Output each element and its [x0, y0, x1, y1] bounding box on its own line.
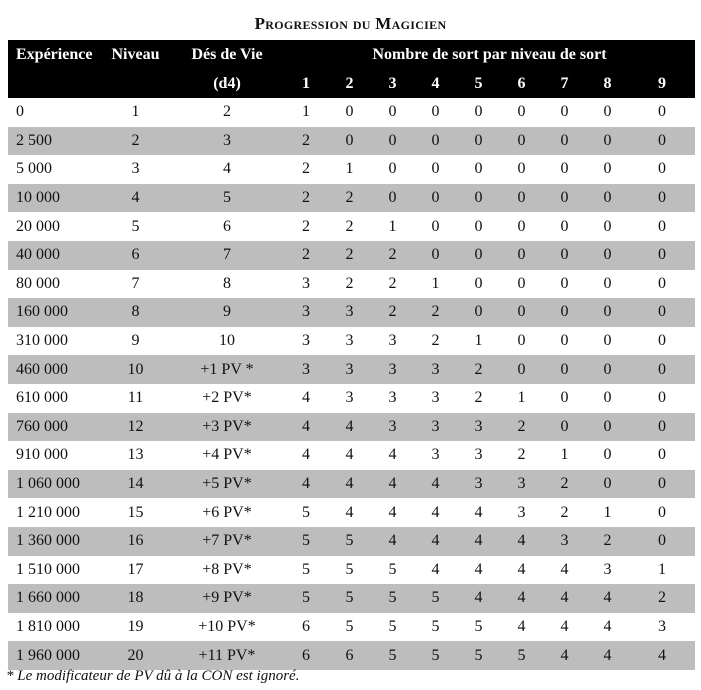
- cell-niveau: 7: [131, 274, 140, 292]
- cell-spell-count: 0: [457, 127, 500, 156]
- cell-spell-count: 3: [457, 413, 500, 442]
- cell-spell-count: 0: [474, 103, 483, 121]
- cell-des-de-vie: 3: [170, 127, 284, 156]
- cell-spell-count: 5: [371, 584, 414, 613]
- cell-spell-count: 0: [474, 217, 483, 235]
- cell-niveau: 3: [131, 160, 140, 178]
- cell-spell-count: 0: [629, 413, 695, 442]
- cell-spell-count: 5: [457, 641, 500, 670]
- cell-spell-count: 5: [302, 560, 310, 578]
- cell-spell-count: 0: [560, 389, 569, 407]
- table-row: [8, 584, 695, 613]
- cell-spell-count: 1: [474, 332, 483, 350]
- cell-spell-count: 0: [603, 332, 612, 350]
- cell-spell-count: 4: [414, 470, 457, 499]
- cell-niveau: 18: [101, 584, 170, 613]
- table-row: [8, 641, 695, 670]
- cell-spell-count: 2: [328, 184, 371, 213]
- cell-spell-count: 0: [629, 127, 695, 156]
- cell-des-de-vie: +5 PV*: [170, 470, 284, 499]
- cell-spell-count: 2: [345, 274, 354, 292]
- cell-spell-count: 4: [500, 584, 543, 613]
- cell-spell-count: 0: [543, 184, 586, 213]
- cell-des-de-vie: +10 PV*: [198, 617, 256, 635]
- table-row: [8, 355, 695, 384]
- cell-spell-count: 3: [284, 298, 328, 327]
- cell-niveau: 5: [131, 217, 140, 235]
- cell-spell-count: 5: [414, 584, 457, 613]
- cell-spell-count: 0: [603, 217, 612, 235]
- table-row: [8, 241, 695, 270]
- cell-spell-count: 4: [457, 584, 500, 613]
- cell-spell-count: 2: [560, 503, 569, 521]
- cell-spell-count: 4: [302, 446, 310, 464]
- cell-experience: 910 000: [16, 446, 68, 464]
- header-spell-level: 7: [543, 69, 586, 98]
- cell-spell-count: 2: [302, 160, 310, 178]
- cell-spell-count: 1: [517, 389, 526, 407]
- cell-experience: 0: [16, 103, 24, 121]
- cell-spell-count: 0: [658, 103, 667, 121]
- cell-spell-count: 0: [543, 298, 586, 327]
- cell-spell-count: 0: [658, 274, 667, 292]
- cell-experience: 610 000: [16, 389, 68, 407]
- cell-des-de-vie: 9: [170, 298, 284, 327]
- cell-spell-count: 0: [431, 160, 440, 178]
- cell-spell-count: 2: [543, 470, 586, 499]
- header-niveau: Niveau: [101, 40, 170, 69]
- cell-spell-count: 4: [284, 470, 328, 499]
- cell-spell-count: 5: [431, 617, 440, 635]
- header-spell-level: 9: [629, 69, 695, 98]
- cell-spell-count: 4: [560, 617, 569, 635]
- table-row: [8, 212, 695, 241]
- table-row: [8, 98, 695, 127]
- cell-experience: 20 000: [16, 217, 60, 235]
- cell-spell-count: 4: [371, 527, 414, 556]
- cell-spell-count: 4: [500, 527, 543, 556]
- cell-spell-count: 4: [388, 446, 397, 464]
- cell-spell-count: 2: [586, 527, 629, 556]
- cell-spell-count: 3: [284, 355, 328, 384]
- cell-spell-count: 0: [414, 127, 457, 156]
- cell-spell-count: 3: [517, 503, 526, 521]
- cell-spell-count: 0: [629, 184, 695, 213]
- cell-spell-count: 3: [474, 446, 483, 464]
- table-row: [8, 470, 695, 499]
- header-spell-level: 3: [371, 69, 414, 98]
- cell-spell-count: 0: [586, 355, 629, 384]
- cell-niveau: 12: [101, 413, 170, 442]
- cell-experience: 1 960 000: [8, 641, 101, 670]
- cell-spell-count: 3: [328, 298, 371, 327]
- cell-spell-count: 0: [328, 127, 371, 156]
- cell-spell-count: 4: [431, 503, 440, 521]
- cell-spell-count: 1: [560, 446, 569, 464]
- cell-experience: 1 510 000: [16, 560, 80, 578]
- table-row: [8, 127, 695, 156]
- cell-spell-count: 4: [431, 560, 440, 578]
- cell-spell-count: 0: [586, 470, 629, 499]
- cell-spell-count: 2: [517, 446, 526, 464]
- cell-spell-count: 2: [284, 241, 328, 270]
- table-row: [8, 155, 695, 184]
- cell-spell-count: 0: [517, 103, 526, 121]
- cell-spell-count: 4: [371, 470, 414, 499]
- table-row: [8, 384, 695, 413]
- cell-niveau: 11: [127, 389, 144, 407]
- table-row: [8, 527, 695, 556]
- cell-spell-count: 5: [500, 641, 543, 670]
- cell-experience: 1 360 000: [8, 527, 101, 556]
- cell-niveau: 8: [101, 298, 170, 327]
- cell-spell-count: 0: [500, 241, 543, 270]
- header-spell-level: 4: [414, 69, 457, 98]
- cell-experience: 460 000: [8, 355, 101, 384]
- cell-spell-count: 5: [328, 584, 371, 613]
- cell-spell-count: 0: [586, 298, 629, 327]
- cell-spell-count: 3: [431, 389, 440, 407]
- cell-spell-count: 1: [388, 217, 397, 235]
- cell-spell-count: 0: [371, 127, 414, 156]
- cell-spell-count: 0: [629, 527, 695, 556]
- cell-experience: 1 660 000: [8, 584, 101, 613]
- cell-des-de-vie: +1 PV *: [170, 355, 284, 384]
- cell-experience: 760 000: [8, 413, 101, 442]
- cell-spell-count: 6: [328, 641, 371, 670]
- cell-niveau: 19: [127, 617, 144, 635]
- cell-niveau: 2: [101, 127, 170, 156]
- cell-spell-count: 4: [586, 641, 629, 670]
- page-title: Progression du Magicien: [254, 14, 447, 33]
- cell-spell-count: 0: [457, 184, 500, 213]
- cell-spell-count: 2: [284, 127, 328, 156]
- cell-spell-count: 6: [284, 641, 328, 670]
- cell-spell-count: 4: [560, 560, 569, 578]
- cell-spell-count: 3: [431, 446, 440, 464]
- cell-spell-count: 5: [284, 584, 328, 613]
- cell-spell-count: 4: [517, 560, 526, 578]
- cell-spell-count: 4: [543, 584, 586, 613]
- cell-niveau: 16: [101, 527, 170, 556]
- header-sorts: Nombre de sort par niveau de sort: [284, 40, 695, 69]
- cell-spell-count: 3: [543, 527, 586, 556]
- cell-spell-count: 0: [560, 103, 569, 121]
- table-row: [8, 298, 695, 327]
- cell-spell-count: 0: [457, 241, 500, 270]
- cell-spell-count: 3: [302, 332, 310, 350]
- cell-spell-count: 3: [345, 332, 354, 350]
- cell-spell-count: 2: [629, 584, 695, 613]
- cell-spell-count: 0: [560, 217, 569, 235]
- cell-des-de-vie: +4 PV*: [202, 446, 252, 464]
- cell-spell-count: 1: [345, 160, 354, 178]
- cell-spell-count: 0: [388, 103, 397, 121]
- cell-spell-count: 2: [414, 298, 457, 327]
- cell-spell-count: 0: [629, 298, 695, 327]
- table-row: [8, 613, 695, 642]
- cell-des-de-vie: +11 PV*: [170, 641, 284, 670]
- cell-des-de-vie: 6: [223, 217, 231, 235]
- cell-spell-count: 3: [414, 355, 457, 384]
- cell-experience: 10 000: [8, 184, 101, 213]
- table-row: [8, 270, 695, 299]
- cell-spell-count: 6: [302, 617, 310, 635]
- table-row: [8, 413, 695, 442]
- cell-experience: 5 000: [16, 160, 52, 178]
- cell-spell-count: 0: [500, 127, 543, 156]
- table-header: [8, 40, 695, 98]
- cell-spell-count: 0: [629, 355, 695, 384]
- cell-spell-count: 4: [603, 617, 612, 635]
- cell-spell-count: 4: [388, 503, 397, 521]
- cell-des-de-vie: 2: [223, 103, 231, 121]
- cell-spell-count: 0: [658, 446, 667, 464]
- cell-experience: 2 500: [8, 127, 101, 156]
- cell-spell-count: 0: [629, 241, 695, 270]
- cell-spell-count: 0: [586, 413, 629, 442]
- cell-spell-count: 2: [371, 298, 414, 327]
- cell-spell-count: 0: [586, 127, 629, 156]
- cell-spell-count: 2: [345, 217, 354, 235]
- cell-spell-count: 0: [658, 332, 667, 350]
- cell-spell-count: 5: [388, 617, 397, 635]
- cell-spell-count: 5: [284, 527, 328, 556]
- cell-experience: 160 000: [8, 298, 101, 327]
- header-spell-level: 5: [457, 69, 500, 98]
- cell-des-de-vie: +8 PV*: [202, 560, 252, 578]
- cell-spell-count: 0: [414, 184, 457, 213]
- cell-spell-count: 2: [457, 355, 500, 384]
- cell-des-de-vie: 8: [223, 274, 231, 292]
- cell-spell-count: 0: [658, 160, 667, 178]
- cell-spell-count: 0: [629, 470, 695, 499]
- cell-spell-count: 0: [603, 103, 612, 121]
- cell-experience: 310 000: [16, 332, 68, 350]
- cell-spell-count: 4: [345, 503, 354, 521]
- table-row: [8, 184, 695, 213]
- cell-des-de-vie: +6 PV*: [202, 503, 252, 521]
- table-body: [8, 98, 695, 670]
- cell-niveau: 14: [101, 470, 170, 499]
- cell-spell-count: 0: [543, 413, 586, 442]
- cell-spell-count: 3: [414, 413, 457, 442]
- cell-niveau: 15: [127, 503, 144, 521]
- cell-niveau: 10: [101, 355, 170, 384]
- cell-des-de-vie: +2 PV*: [202, 389, 252, 407]
- cell-spell-count: 0: [658, 503, 667, 521]
- cell-experience: 80 000: [16, 274, 60, 292]
- cell-spell-count: 0: [388, 160, 397, 178]
- cell-experience: 1 810 000: [16, 617, 80, 635]
- cell-spell-count: 0: [345, 103, 354, 121]
- cell-des-de-vie: 4: [223, 160, 231, 178]
- header-des-de-vie-sub: (d4): [170, 69, 284, 98]
- cell-des-de-vie: +9 PV*: [170, 584, 284, 613]
- cell-niveau: 9: [131, 332, 140, 350]
- cell-spell-count: 0: [543, 127, 586, 156]
- cell-spell-count: 0: [474, 274, 483, 292]
- cell-spell-count: 0: [517, 274, 526, 292]
- cell-spell-count: 3: [603, 560, 612, 578]
- cell-spell-count: 3: [371, 413, 414, 442]
- header-spell-level: 2: [328, 69, 371, 98]
- cell-niveau: 20: [101, 641, 170, 670]
- cell-spell-count: 0: [457, 298, 500, 327]
- cell-spell-count: 0: [603, 446, 612, 464]
- cell-niveau: 6: [101, 241, 170, 270]
- header-experience: Expérience: [8, 40, 101, 69]
- cell-spell-count: 1: [302, 103, 310, 121]
- cell-spell-count: 0: [431, 217, 440, 235]
- cell-spell-count: 0: [586, 241, 629, 270]
- cell-des-de-vie: +7 PV*: [170, 527, 284, 556]
- cell-spell-count: 0: [603, 274, 612, 292]
- cell-spell-count: 4: [543, 641, 586, 670]
- cell-spell-count: 5: [388, 560, 397, 578]
- cell-spell-count: 3: [388, 332, 397, 350]
- cell-spell-count: 2: [328, 241, 371, 270]
- cell-spell-count: 0: [560, 332, 569, 350]
- cell-spell-count: 4: [414, 527, 457, 556]
- cell-experience: 40 000: [8, 241, 101, 270]
- cell-spell-count: 2: [371, 241, 414, 270]
- cell-spell-count: 0: [560, 160, 569, 178]
- cell-spell-count: 5: [345, 560, 354, 578]
- table-row: [8, 498, 695, 527]
- cell-spell-count: 0: [474, 160, 483, 178]
- cell-experience: 1 060 000: [8, 470, 101, 499]
- header-spell-level: 1: [284, 69, 328, 98]
- cell-spell-count: 4: [345, 446, 354, 464]
- cell-spell-count: 5: [371, 641, 414, 670]
- cell-spell-count: 1: [431, 274, 440, 292]
- header-des-de-vie: Dés de Vie: [170, 40, 284, 69]
- cell-spell-count: 0: [586, 184, 629, 213]
- cell-spell-count: 2: [431, 332, 440, 350]
- cell-spell-count: 4: [302, 389, 310, 407]
- cell-spell-count: 4: [284, 413, 328, 442]
- cell-spell-count: 0: [560, 274, 569, 292]
- cell-experience: 1 210 000: [16, 503, 80, 521]
- cell-spell-count: 5: [414, 641, 457, 670]
- cell-spell-count: 3: [500, 470, 543, 499]
- cell-niveau: 4: [101, 184, 170, 213]
- cell-spell-count: 5: [302, 503, 310, 521]
- table-row: [8, 441, 695, 470]
- cell-spell-count: 4: [586, 584, 629, 613]
- cell-spell-count: 3: [302, 274, 310, 292]
- progression-table: [8, 40, 695, 670]
- cell-niveau: 13: [127, 446, 144, 464]
- cell-spell-count: 4: [474, 503, 483, 521]
- cell-spell-count: 3: [345, 389, 354, 407]
- cell-spell-count: 5: [345, 617, 354, 635]
- cell-spell-count: 2: [474, 389, 483, 407]
- table-row: [8, 556, 695, 585]
- cell-spell-count: 0: [517, 160, 526, 178]
- cell-spell-count: 4: [517, 617, 526, 635]
- cell-spell-count: 3: [658, 617, 667, 635]
- cell-des-de-vie: 5: [170, 184, 284, 213]
- header-spell-level: 8: [586, 69, 629, 98]
- cell-spell-count: 0: [543, 241, 586, 270]
- cell-spell-count: 5: [328, 527, 371, 556]
- header-spell-level: 6: [500, 69, 543, 98]
- cell-spell-count: 3: [457, 470, 500, 499]
- cell-niveau: 1: [131, 103, 140, 121]
- cell-spell-count: 2: [500, 413, 543, 442]
- cell-spell-count: 3: [371, 355, 414, 384]
- cell-spell-count: 2: [388, 274, 397, 292]
- cell-spell-count: 4: [328, 413, 371, 442]
- cell-niveau: 17: [127, 560, 144, 578]
- cell-spell-count: 0: [603, 160, 612, 178]
- cell-spell-count: 3: [328, 355, 371, 384]
- cell-spell-count: 4: [328, 470, 371, 499]
- cell-spell-count: 0: [658, 389, 667, 407]
- cell-spell-count: 2: [302, 217, 310, 235]
- table-row: [8, 327, 695, 356]
- cell-des-de-vie: 10: [219, 332, 235, 350]
- cell-spell-count: 3: [388, 389, 397, 407]
- cell-spell-count: 4: [457, 527, 500, 556]
- cell-spell-count: 4: [474, 560, 483, 578]
- cell-spell-count: 0: [371, 184, 414, 213]
- cell-spell-count: 0: [517, 217, 526, 235]
- cell-spell-count: 4: [629, 641, 695, 670]
- cell-spell-count: 0: [517, 332, 526, 350]
- cell-des-de-vie: 7: [170, 241, 284, 270]
- cell-spell-count: 0: [603, 389, 612, 407]
- cell-spell-count: 1: [658, 560, 667, 578]
- footnote: * Le modificateur de PV dû à la CON est ignoré.: [6, 668, 300, 684]
- cell-des-de-vie: +3 PV*: [170, 413, 284, 442]
- cell-spell-count: 0: [500, 184, 543, 213]
- cell-spell-count: 1: [603, 503, 612, 521]
- cell-spell-count: 0: [500, 298, 543, 327]
- cell-spell-count: 0: [658, 217, 667, 235]
- cell-spell-count: 0: [543, 355, 586, 384]
- cell-spell-count: 0: [414, 241, 457, 270]
- cell-spell-count: 5: [474, 617, 483, 635]
- cell-spell-count: 2: [284, 184, 328, 213]
- cell-spell-count: 0: [500, 355, 543, 384]
- cell-spell-count: 0: [431, 103, 440, 121]
